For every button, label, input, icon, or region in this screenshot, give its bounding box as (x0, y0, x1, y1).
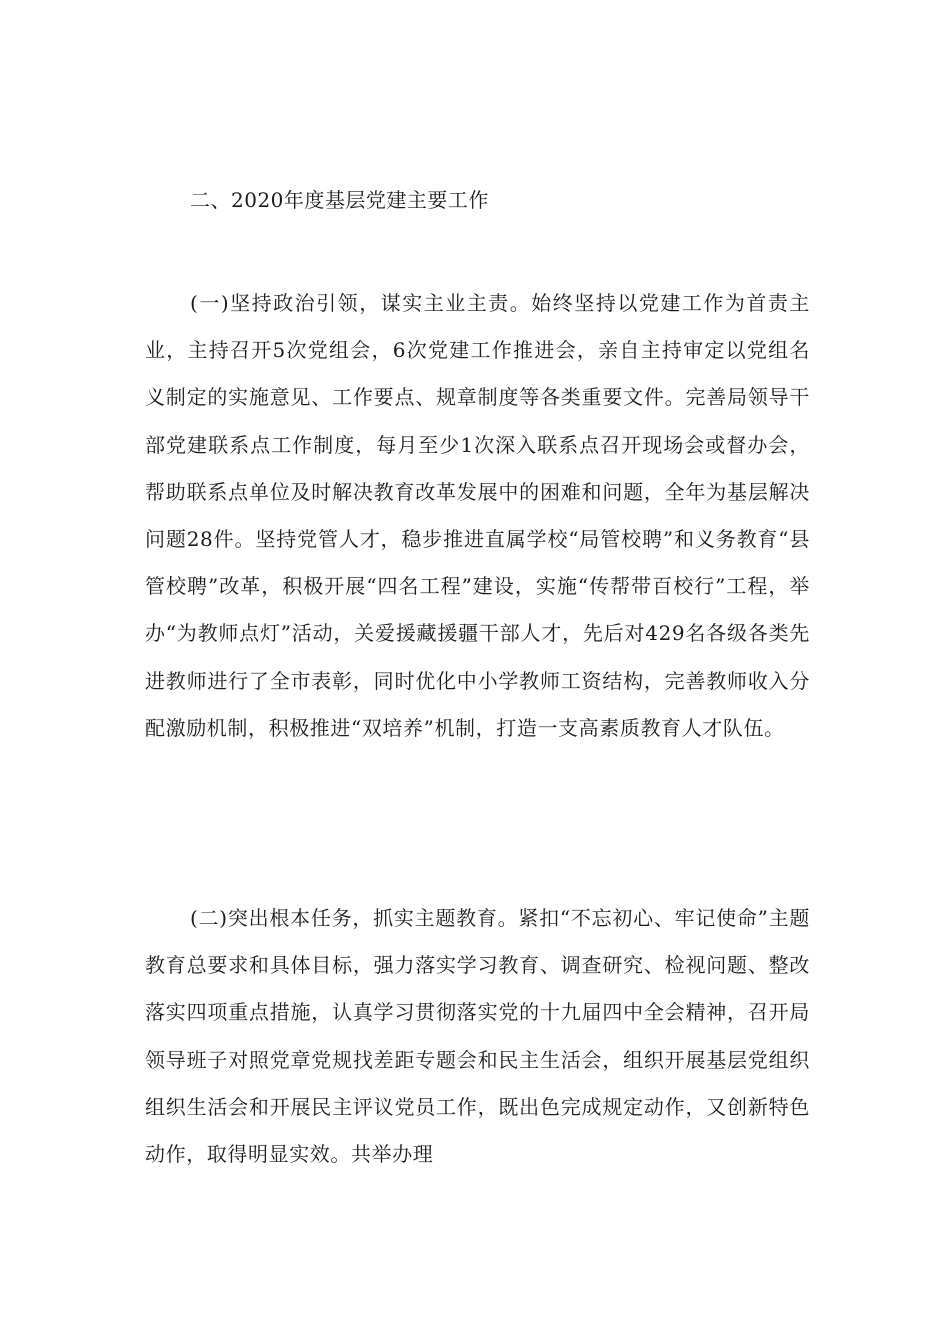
paragraph-theme-education: (二)突出根本任务，抓实主题教育。紧扣“不忘初心、牢记使命”主题教育总要求和具体目标，强力落实学习教育、调查研究、检视问题、整改落实四项重点措施，认真学习贯彻落实党的十九届四中全会精神，召开局领导班子对照党章党规找差距专题会和民主生活会，组织开展基层党组织组织生活会和开展民主评议党员工作，既出色完成规定动作，又创新特色动作，取得明显实效。共举办理 (145, 906, 810, 1167)
paragraph-political-leadership: (一)坚持政治引领，谋实主业主责。始终坚持以党建工作为首责主业，主持召开5次党组会，6次党建工作推进会，亲自主持审定以党组名义制定的实施意见、工作要点、规章制度等各类重要文件。完善局领导干部党建联系点工作制度，每月至少1次深入联系点召开现场会或督办会，帮助联系点单位及时解决教育改革发展中的困难和问题，全年为基层解决问题28件。坚持党管人才，稳步推进直属学校“局管校聘”和义务教育“县管校聘”改革，积极开展“四名工程”建设，实施“传帮带百校行”工程，举办“为教师点灯”活动，关爱援藏援疆干部人才，先后对429名各级各类先进教师进行了全市表彰，同时优化中小学教师工资结构，完善教师收入分配激励机制，积极推进“双培养”机制，打造一支高素质教育人才队伍。 (145, 291, 810, 740)
section-heading: 二、2020年度基层党建主要工作 (190, 188, 489, 212)
